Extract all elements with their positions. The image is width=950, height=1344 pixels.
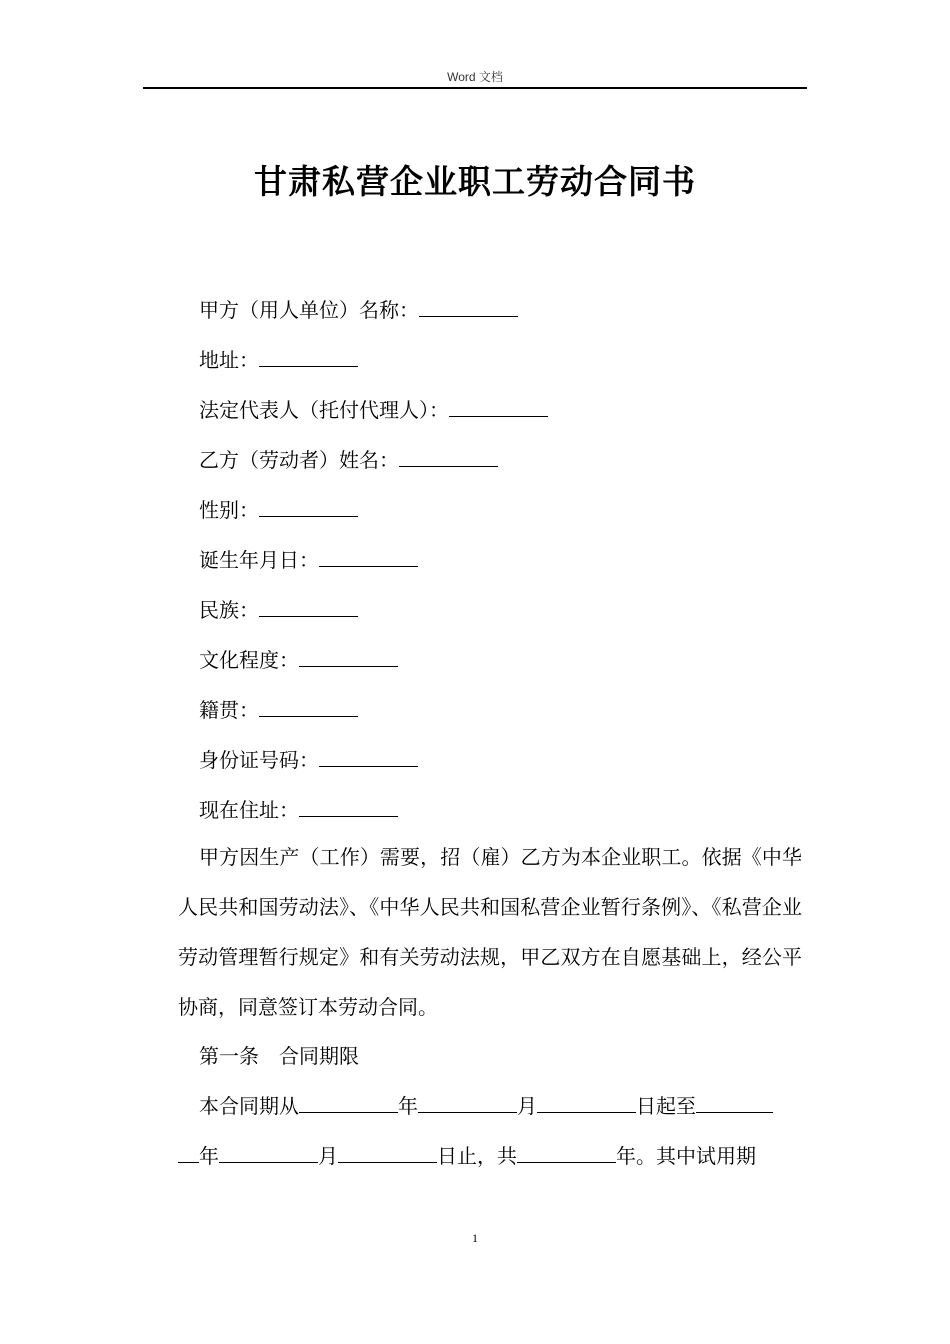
field-legal-representative [199,395,548,425]
field-gender [199,495,358,525]
fill-blank [338,1142,437,1163]
page-header: Word 文档 [447,70,503,84]
field-label: 甲方（用人单位）名称： [199,298,419,322]
fill-blank [259,346,358,367]
field-id-number [199,745,418,775]
field-label: 民族： [199,598,259,622]
term-line-2: 年 月 日止，共 年。其中试用期 [178,1141,802,1171]
intro-paragraph: 甲方因生产（工作）需要，招（雇）乙方为本企业职工。依据《中华人民共和国劳动法》、《中华人民共和国私营企业暂行条例》、《私营企业劳动管理暂行规定》和有关劳动法规，甲乙双方在自愿基础上，经公平协商，同意签订本劳动合同。 [178,845,802,1019]
fill-blank [449,396,548,417]
field-employee-name [199,445,498,475]
field-native-place [199,695,358,725]
field-education [199,645,398,675]
term-line-1: 本合同期从 年 月 日起至 [199,1091,802,1121]
field-label: 现在住址： [199,798,299,822]
fill-blank [299,646,398,667]
field-employer-name [199,295,518,325]
fill-blank [178,1142,199,1163]
field-label: 乙方（劳动者）姓名： [199,448,399,472]
field-label: 法定代表人（托付代理人）： [199,398,449,422]
fill-blank [259,596,358,617]
fill-blank [399,446,498,467]
fill-blank [696,1092,773,1113]
fill-blank [319,546,418,567]
field-birth-date [199,545,418,575]
fill-blank [299,1092,398,1113]
fill-blank [537,1092,636,1113]
fill-blank [419,296,518,317]
field-label: 诞生年月日： [199,548,319,572]
fill-blank [299,796,398,817]
fill-blank [219,1142,318,1163]
field-label: 籍贯： [199,698,259,722]
fill-blank [517,1142,616,1163]
fill-blank [259,496,358,517]
fill-blank [319,746,418,767]
field-label: 性别： [199,498,259,522]
document-title: 甘肃私营企业职工劳动合同书 [254,162,696,201]
field-label: 地址： [199,348,259,372]
field-label: 文化程度： [199,648,299,672]
page-number: 1 [472,1231,478,1245]
header-rule [143,87,807,89]
field-address [199,345,358,375]
field-current-address [199,795,398,825]
fill-blank [418,1092,517,1113]
field-ethnicity [199,595,358,625]
field-label: 身份证号码： [199,748,319,772]
fill-blank [259,696,358,717]
article-heading: 第一条 合同期限 [199,1044,359,1068]
